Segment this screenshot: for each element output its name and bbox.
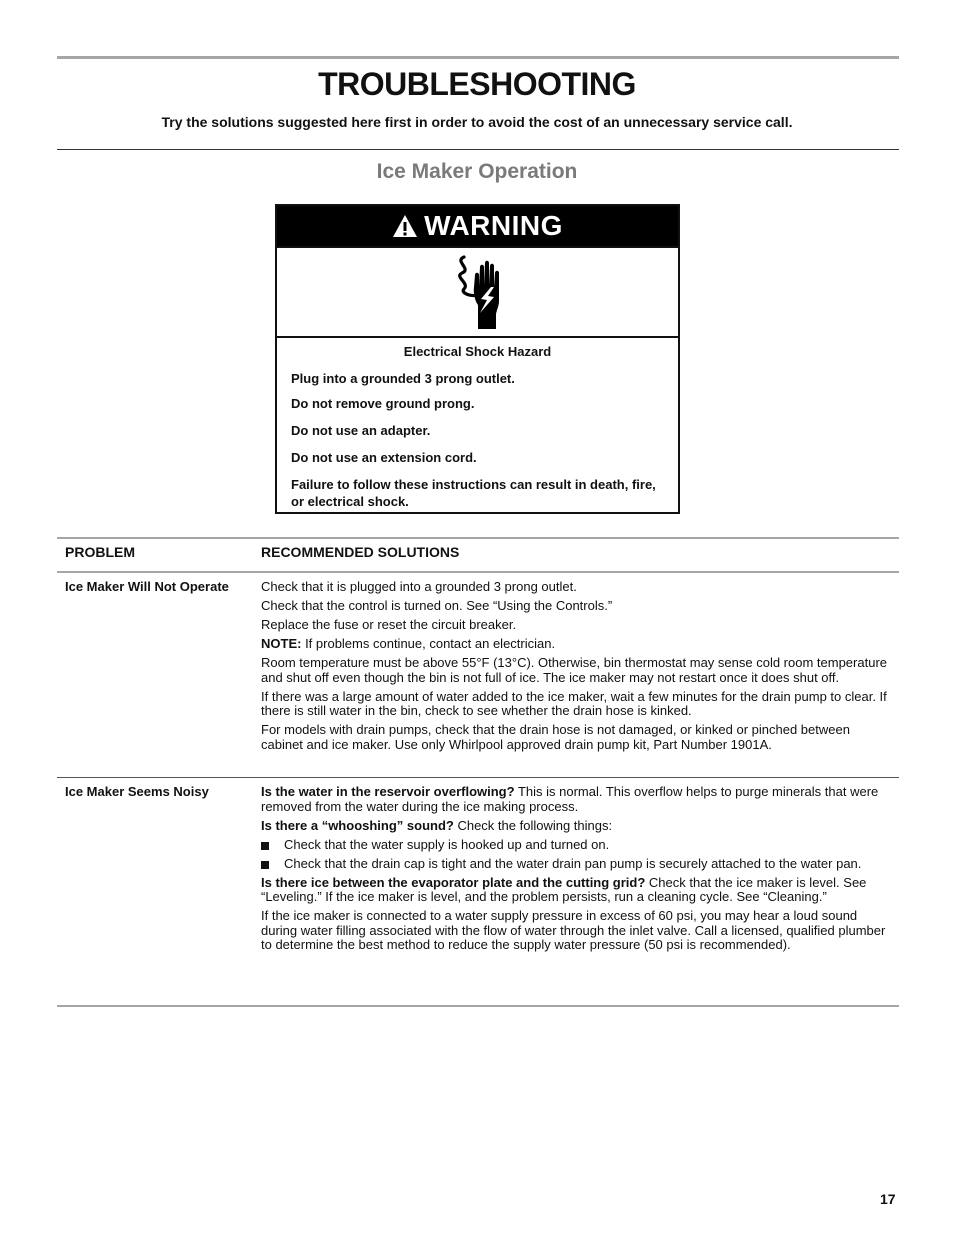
top-rule	[57, 56, 899, 59]
solution-lead: Is the water in the reservoir overflowing?	[261, 784, 515, 799]
bullet-item: Check that the drain cap is tight and the water drain pan pump is securely attached to the water pan.	[261, 857, 891, 872]
electrical-shock-hand-icon	[442, 253, 514, 331]
solution-paragraph: If there was a large amount of water added to the ice maker, wait a few minutes for the drain pump to clear. If there is still water in the bin, check to see whether the drain hose is kinked.	[261, 688, 887, 718]
bullet-square-icon	[261, 842, 269, 850]
table-top-rule	[57, 537, 899, 539]
solution-lead: Is there a “whooshing” sound?	[261, 817, 454, 833]
warning-symbol	[277, 248, 678, 338]
solution-paragraph: Replace the fuse or reset the circuit breaker.	[261, 617, 517, 632]
problem-cell: Ice Maker Will Not Operate	[65, 579, 229, 594]
page-title: TROUBLESHOOTING	[318, 66, 636, 102]
section-title: Ice Maker Operation	[376, 160, 578, 183]
solution-paragraph: Is there a “whooshing” sound? Check the following things:	[261, 817, 613, 833]
bullet-item: Check that the water supply is hooked up and turned on.	[261, 838, 891, 853]
warning-line: Do not use an adapter.	[291, 423, 431, 438]
problem-cell: Ice Maker Seems Noisy	[65, 784, 209, 799]
solution-lead: Is there ice between the evaporator plate and the cutting grid?	[261, 874, 646, 890]
warning-line: Do not use an extension cord.	[291, 450, 477, 465]
solution-paragraph: Is the water in the reservoir overflowing? This is normal. This overflow helps to purge minerals that were removed from the water during the ice making process.	[261, 784, 879, 814]
column-header-solutions: RECOMMENDED SOLUTIONS	[261, 544, 460, 560]
hazard-title: Electrical Shock Hazard	[403, 344, 552, 359]
table-bottom-rule	[57, 1005, 899, 1007]
warning-line: Failure to follow these instructions can result in death, fire, or electrical shock.	[291, 477, 656, 509]
solution-paragraph: If the ice maker is connected to a water supply pressure in excess of 60 psi, you may hear a loud sound during water filling associated with the flow of water through the inlet valve. Call a licensed, qualified plumber to determine the best method to reduce the supply water pressure (50 psi is recommended).	[261, 908, 886, 952]
header-divider	[57, 149, 899, 150]
warning-triangle-icon	[392, 214, 418, 238]
solution-paragraph: Check that it is plugged into a grounded 3 prong outlet.	[261, 579, 577, 594]
solutions-cell	[261, 580, 891, 757]
row-divider	[57, 777, 899, 778]
warning-body	[277, 338, 678, 510]
warning-label: WARNING	[424, 210, 563, 241]
solution-paragraph: NOTE: If problems continue, contact an electrician.	[261, 636, 556, 651]
page-number: 17	[880, 1191, 896, 1207]
solution-paragraph: Is there ice between the evaporator plate and the cutting grid? Check that the ice maker is level. See “Leveling.” If the ice maker is level, and the problem persists, run a cleaning cycle. See “Cleaning.”	[261, 874, 867, 904]
warning-line: Do not remove ground prong.	[291, 396, 475, 411]
solutions-cell	[261, 785, 891, 957]
bullet-square-icon	[261, 861, 269, 869]
warning-header	[277, 206, 678, 248]
table-header-rule	[57, 571, 899, 573]
intro-text: Try the solutions suggested here first in order to avoid the cost of an unnecessary service call.	[161, 114, 793, 130]
solution-paragraph: Check that the control is turned on. See “Using the Controls.”	[261, 598, 613, 613]
solution-paragraph: For models with drain pumps, check that the drain hose is not damaged, or kinked or pinched between cabinet and ice maker. Use only Whirlpool approved drain pump kit, Part Number 1901A.	[261, 722, 850, 752]
solution-lead: NOTE:	[261, 636, 302, 651]
column-header-problem: PROBLEM	[65, 544, 135, 560]
warning-box	[275, 204, 680, 514]
warning-line: Plug into a grounded 3 prong outlet.	[291, 371, 515, 386]
solution-paragraph: Room temperature must be above 55°F (13°C). Otherwise, bin thermostat may sense cold room temperature and shut off even though the bin is not full of ice. The ice maker may not restart once it does shut off.	[261, 655, 887, 685]
